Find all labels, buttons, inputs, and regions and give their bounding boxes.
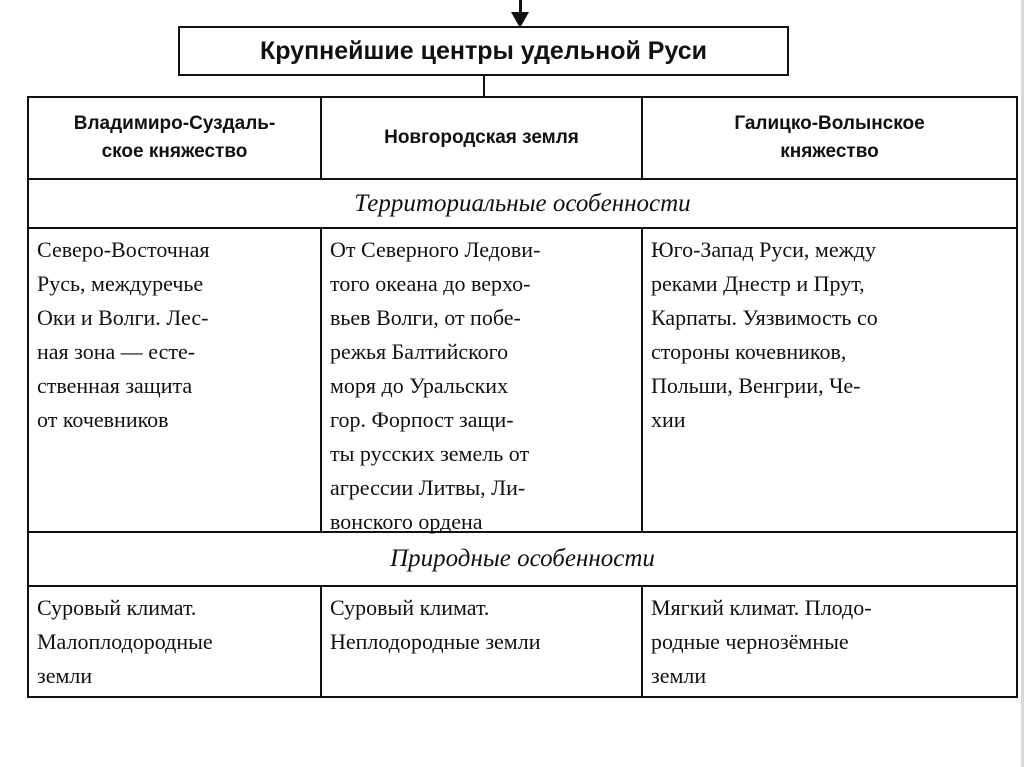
cell-natural-galicia: Мягкий климат. Плодо- родные чернозёмные земли (651, 595, 872, 688)
cell-territorial-galicia: Юго-Запад Руси, между реками Днестр и Прут, Карпаты. Уязвимость со стороны кочевников, Польши, Венгрии, Че- хии (651, 237, 878, 432)
column-header-galicia-volhynia: Галицко-Волынское княжество (734, 113, 925, 162)
section-label-territorial: Территориальные особенности (354, 189, 691, 217)
cell-territorial-novgorod: От Северного Ледови- того океана до верхо- вьев Волги, от побе- режья Балтийского моря до Уральских гор. Форпост защи- ты русских земель от агрессии Литвы, Ли- вонского ордена (330, 237, 541, 534)
section-label-natural: Природные особенности (390, 545, 655, 572)
title-connector (483, 76, 485, 97)
diagram-title: Крупнейшие центры удельной Руси (178, 26, 789, 76)
column-header-vladimir-suzdal: Владимиро-Суздаль- ское княжество (73, 113, 276, 162)
comparison-table (27, 96, 1018, 698)
cell-natural-novgorod: Суровый климат. Неплодородные земли (330, 595, 541, 654)
cell-territorial-vladimir: Северо-Восточная Русь, междуречье Оки и Волги. Лес- ная зона — есте- ственная защита от кочевников (37, 237, 210, 432)
cell-natural-vladimir: Суровый климат. Малоплодородные земли (37, 595, 213, 688)
column-header-novgorod: Новгородская земля (384, 127, 579, 148)
